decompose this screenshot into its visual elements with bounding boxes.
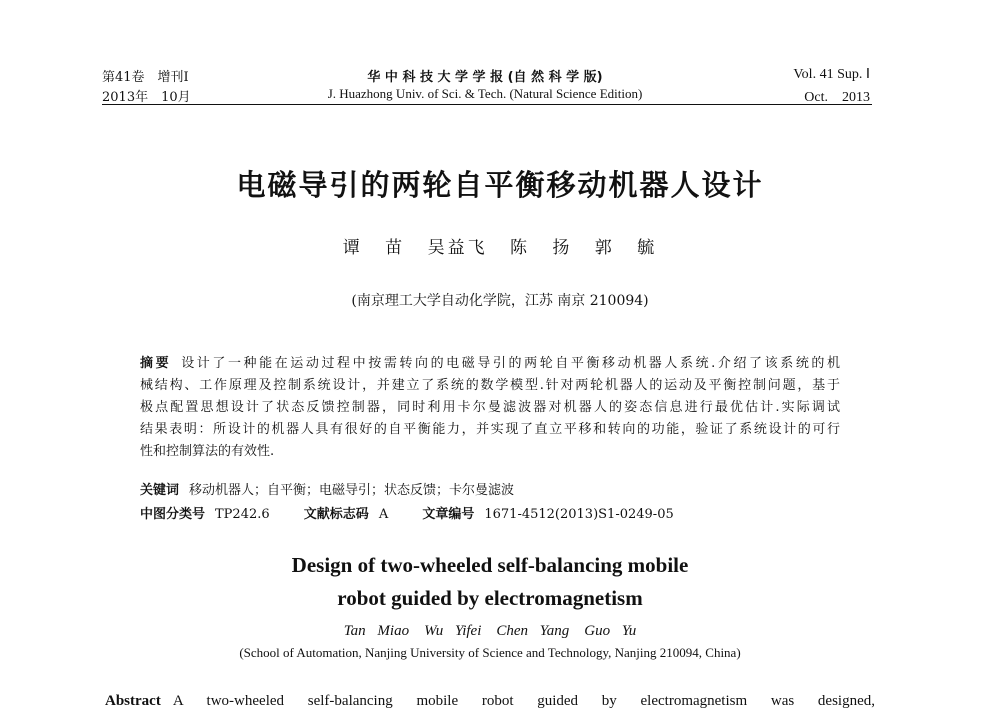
paper-title-cn: 电磁导引的两轮自平衡移动机器人设计 [236, 168, 764, 202]
header-rule [102, 104, 872, 105]
keywords-cn [140, 479, 514, 498]
doc-code-label: 文献标志码 [303, 507, 369, 522]
clc-label: 中图分类号 [140, 507, 206, 522]
affiliation-en: (School of Automation, Nanjing University of Science and Technology, Nanjing 210094, China) [239, 645, 741, 660]
abstract-cn-line: 性和控制算法的有效性. [140, 444, 275, 459]
header-journal-cn: 华 中 科 技 大 学 学 报 (自 然 科 学 版) [367, 70, 603, 85]
abstract-cn-line: 设计了一种能在运动过程中按需转向的电磁导引的两轮自平衡移动机器人系统.介绍了该系统的机 [181, 356, 840, 371]
clc-value: TP242.6 [215, 507, 270, 522]
authors-en: Tan Miao Wu Yifei Chen Yang Guo Yu [343, 623, 637, 639]
header-volume-cn: 第41卷 增刊Ⅰ [102, 70, 189, 85]
keywords-cn-text: 移动机器人；自平衡；电磁导引；状态反馈；卡尔曼滤波 [189, 483, 515, 498]
keywords-cn-label: 关键词 [140, 483, 180, 498]
article-number-value: 1671-4512(2013)S1-0249-05 [484, 507, 674, 522]
header-date-cn: 2013年 10月 [102, 90, 191, 105]
authors-cn: 谭 苗 吴益飞 陈 扬 郭 毓 [342, 238, 658, 258]
paper-title-en-line1: Design of two-wheeled self-balancing mobile [291, 553, 689, 577]
abstract-cn [140, 353, 840, 463]
abstract-cn-line: 极点配置思想设计了状态反馈控制器，同时利用卡尔曼滤波器对机器人的姿态信息进行最优估计.实际调试 [140, 400, 840, 415]
doc-code-value: A [378, 507, 389, 522]
header-journal-en: J. Huazhong Univ. of Sci. & Tech. (Natural Science Edition) [327, 86, 643, 101]
abstract-cn-line: 结果表明：所设计的机器人具有很好的自平衡能力，并实现了直立平移和转向的功能，验证了系统设计的可行 [140, 422, 840, 437]
paper-title-en-line2: robot guided by electromagnetism [337, 586, 643, 610]
abstract-cn-label: 摘要 [140, 356, 172, 371]
article-number-label: 文章编号 [422, 507, 475, 522]
header-date-en: Oct. 2013 [804, 90, 870, 105]
abstract-en [105, 693, 875, 710]
header-volume-en: Vol. 41 Sup. Ⅰ [793, 67, 870, 82]
abstract-en-label: Abstract [105, 693, 161, 709]
affiliation-cn: (南京理工大学自动化学院，江苏 南京 210094) [351, 293, 649, 309]
classification-line [140, 503, 688, 522]
abstract-en-text: A two-wheeled self-balancing mobile robot guided by electromagnetism was designed, [172, 693, 875, 709]
abstract-cn-line: 械结构、工作原理及控制系统设计，并建立了系统的数学模型.针对两轮机器人的运动及平衡控制问题，基于 [140, 378, 840, 393]
